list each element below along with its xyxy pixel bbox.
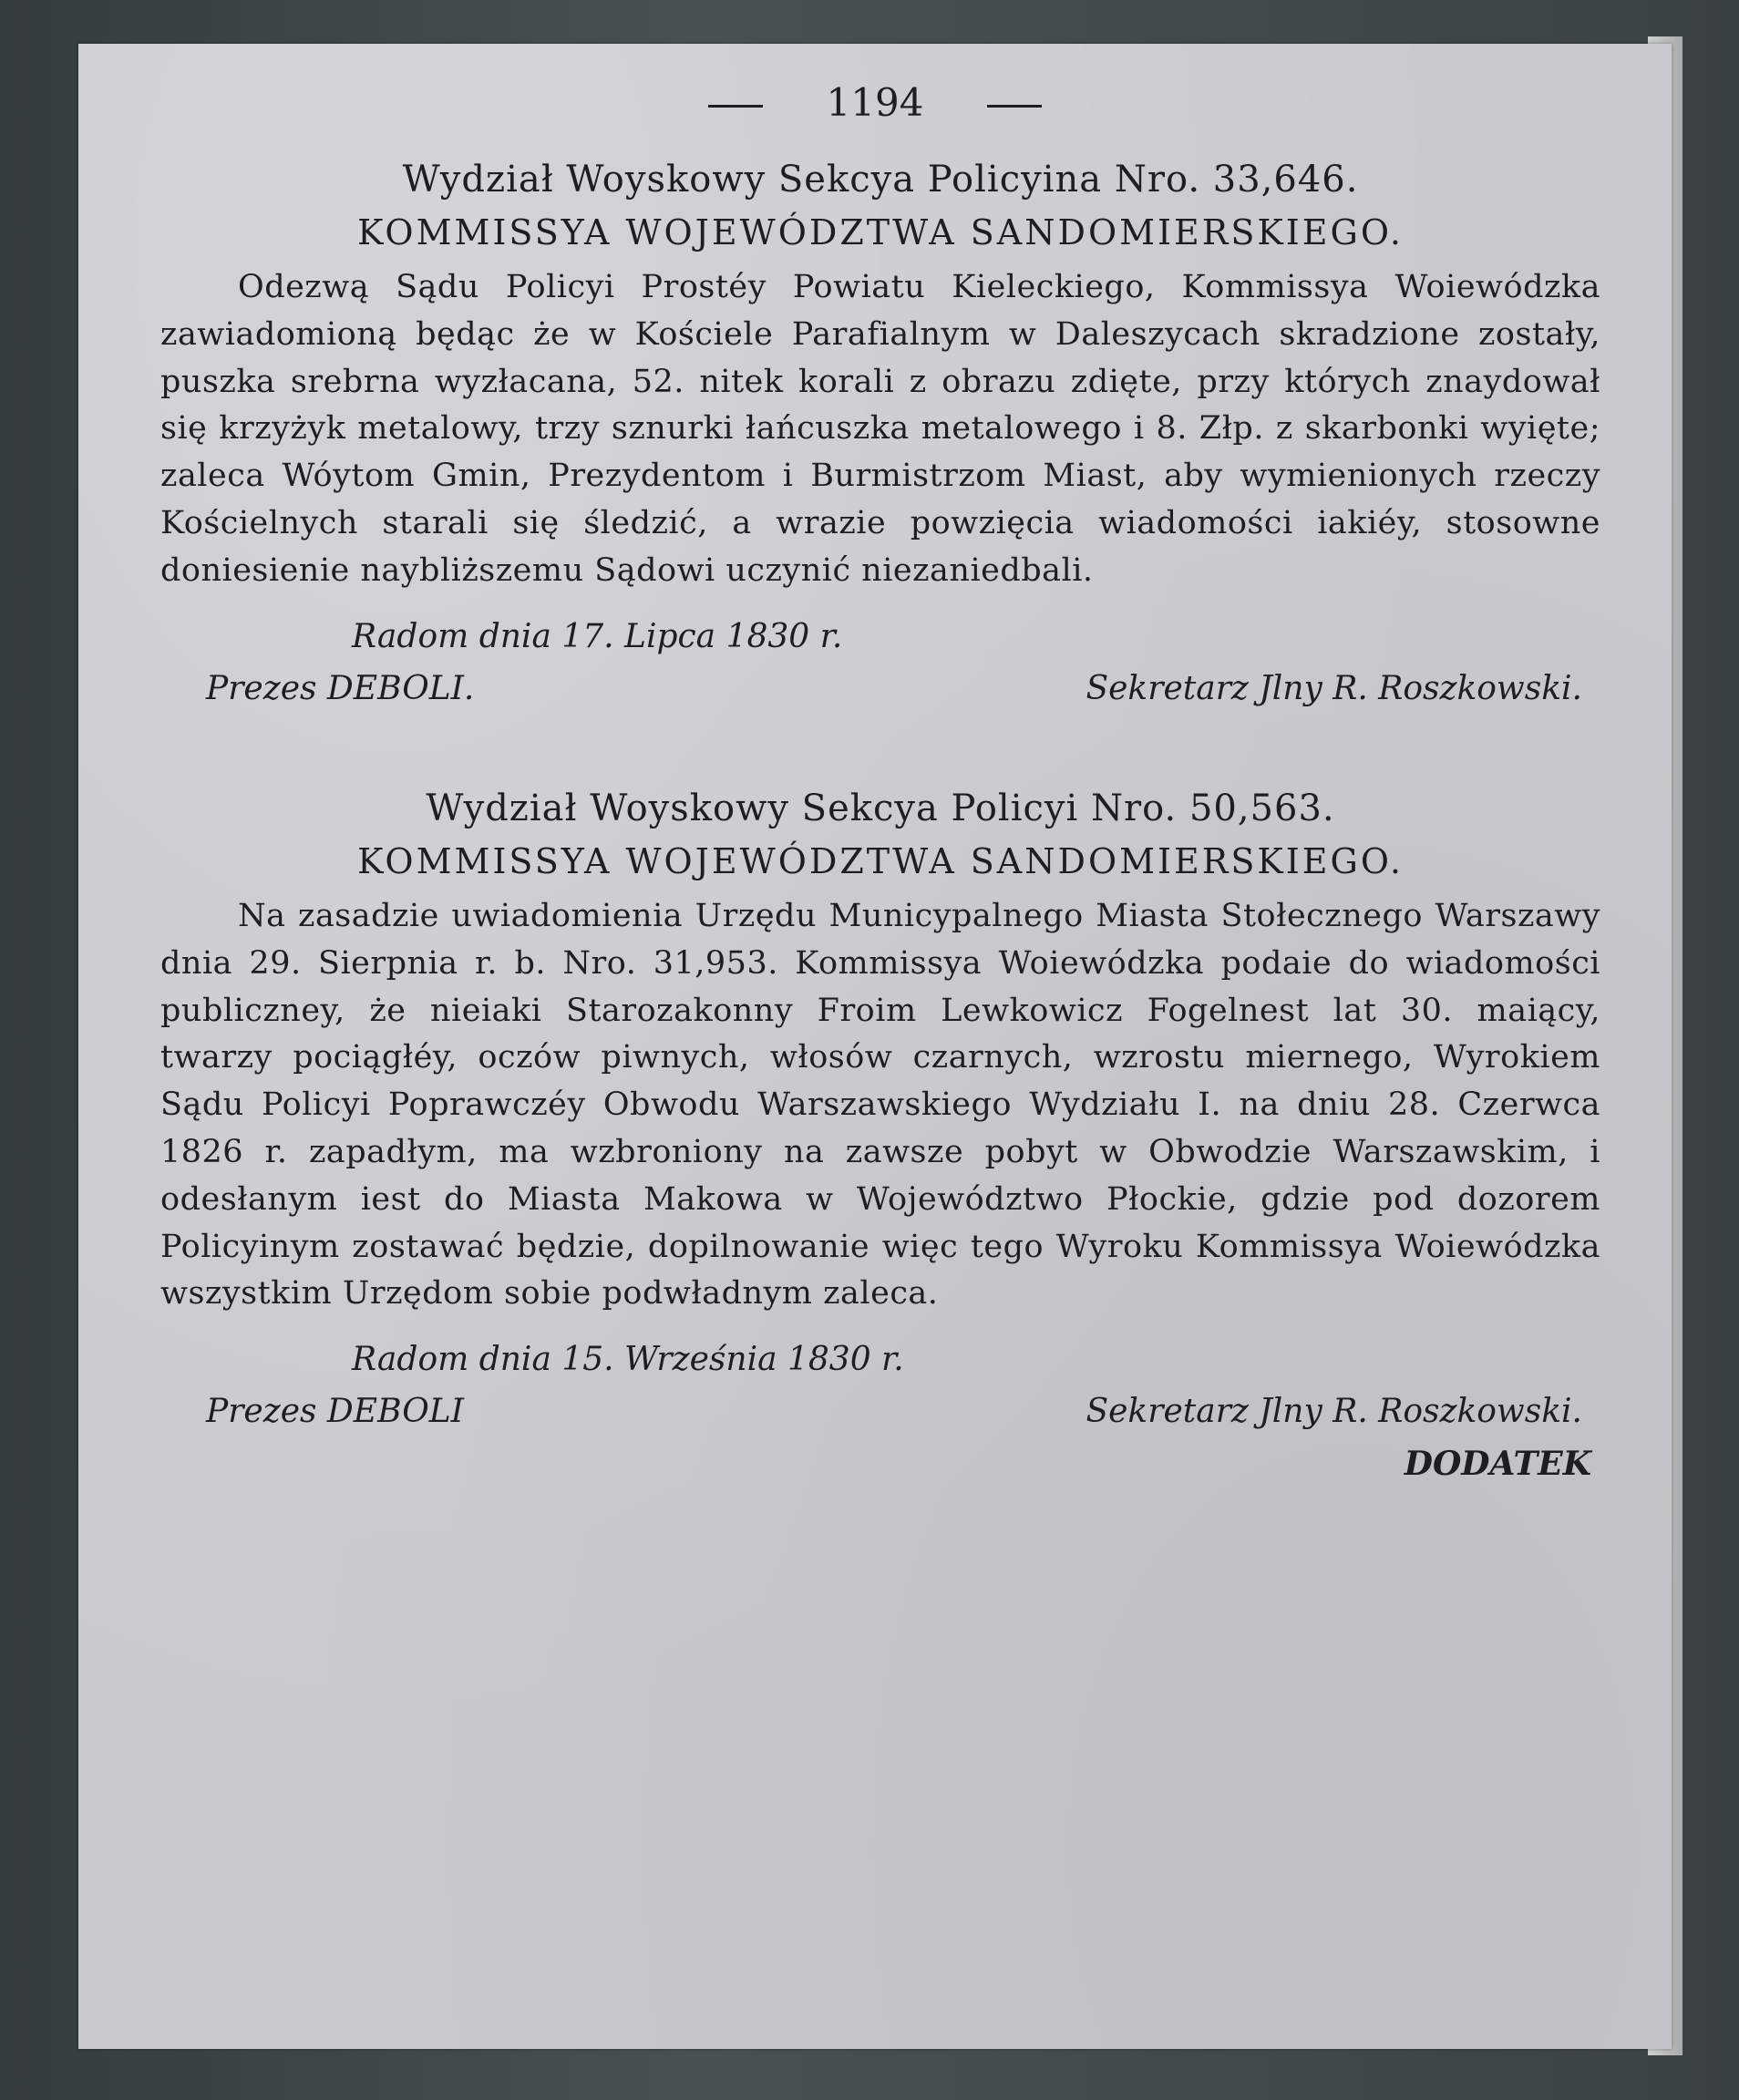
header-dash-left <box>708 105 763 108</box>
notice-reference: Wydział Woyskowy Sekcya Policyina Nro. 33,646. <box>402 159 1359 201</box>
notice-1 <box>160 153 1600 715</box>
catchword: DODATEK <box>1404 1445 1591 1484</box>
notice-2 <box>160 782 1600 1489</box>
president-signature: Prezes DEBOLI. <box>206 669 475 707</box>
secretary-signature: Sekretarz Jlny R. Roszkowski. <box>1086 1393 1582 1431</box>
notice-reference: Wydział Woyskowy Sekcya Policyi Nro. 50,563. <box>426 788 1335 829</box>
header-dash-right <box>987 105 1042 108</box>
notice-signatures <box>160 1385 1600 1438</box>
notice-body: Na zasadzie uwiadomienia Urzędu Municypalnego Miasta Stołecznego Warszawy dnia 29. Sierpnia r. b. Nro. 31,953. Kommissya Woiewódzka podaie do wiadomości publiczney, że nieiaki Starozakonny Froim Lewkowicz Fogelnest lat 30. maiący, twarzy pociągłéy, oczów piwnych, włosów czarnych, wzrostu miernego, Wyrokiem Sądu Policyi Poprawczéy Obwodu Warszawskiego Wydziału I. na dniu 28. Czerwca 1826 r. zapadłym, ma wzbroniony na zawsze pobyt w Obwodzie Warszawskim, i odesłanym iest do Miasta Makowa w Województwo Płockie, gdzie pod dozorem Policyinym zostawać będzie, dopilnowanie więc tego Wyroku Kommissya Woiewódzka wszystkim Urzędom sobie podwładnym zaleca. <box>160 898 1600 1312</box>
notice-date: Radom dnia 15. Września 1830 r. <box>352 1341 904 1379</box>
page-header <box>78 80 1672 125</box>
notice-commission: KOMMISSYA WOJEWÓDZTWA SANDOMIERSKIEGO. <box>357 841 1404 881</box>
notice-body: Odezwą Sądu Policyi Prostéy Powiatu Kieleckiego, Kommissya Woiewódzka zawiadomioną będąc że w Kościele Parafialnym w Daleszycach skradzione zostały, puszka srebrna wyzłacana, 52. nitek korali z obrazu zdięte, przy których znaydował się krzyżyk metalowy, trzy sznurki łańcuszka metalowego i 8. Złp. z skarbonki wyięte; zaleca Wóytom Gmin, Prezydentom i Burmistrzom Miast, aby wymienionych rzeczy Kościelnych starali się śledzić, a wrazie powzięcia wiadomości iakiéy, stosowne doniesienie naybliższemu Sądowi uczynić niezaniedbali. <box>160 269 1600 589</box>
notice-date: Radom dnia 17. Lipca 1830 r. <box>352 617 843 655</box>
secretary-signature: Sekretarz Jlny R. Roszkowski. <box>1086 669 1582 707</box>
notice-commission: KOMMISSYA WOJEWÓDZTWA SANDOMIERSKIEGO. <box>357 212 1404 252</box>
document-page <box>78 44 1672 2049</box>
page-number: 1194 <box>826 80 924 125</box>
notice-signatures <box>160 663 1600 715</box>
president-signature: Prezes DEBOLI <box>206 1393 464 1431</box>
